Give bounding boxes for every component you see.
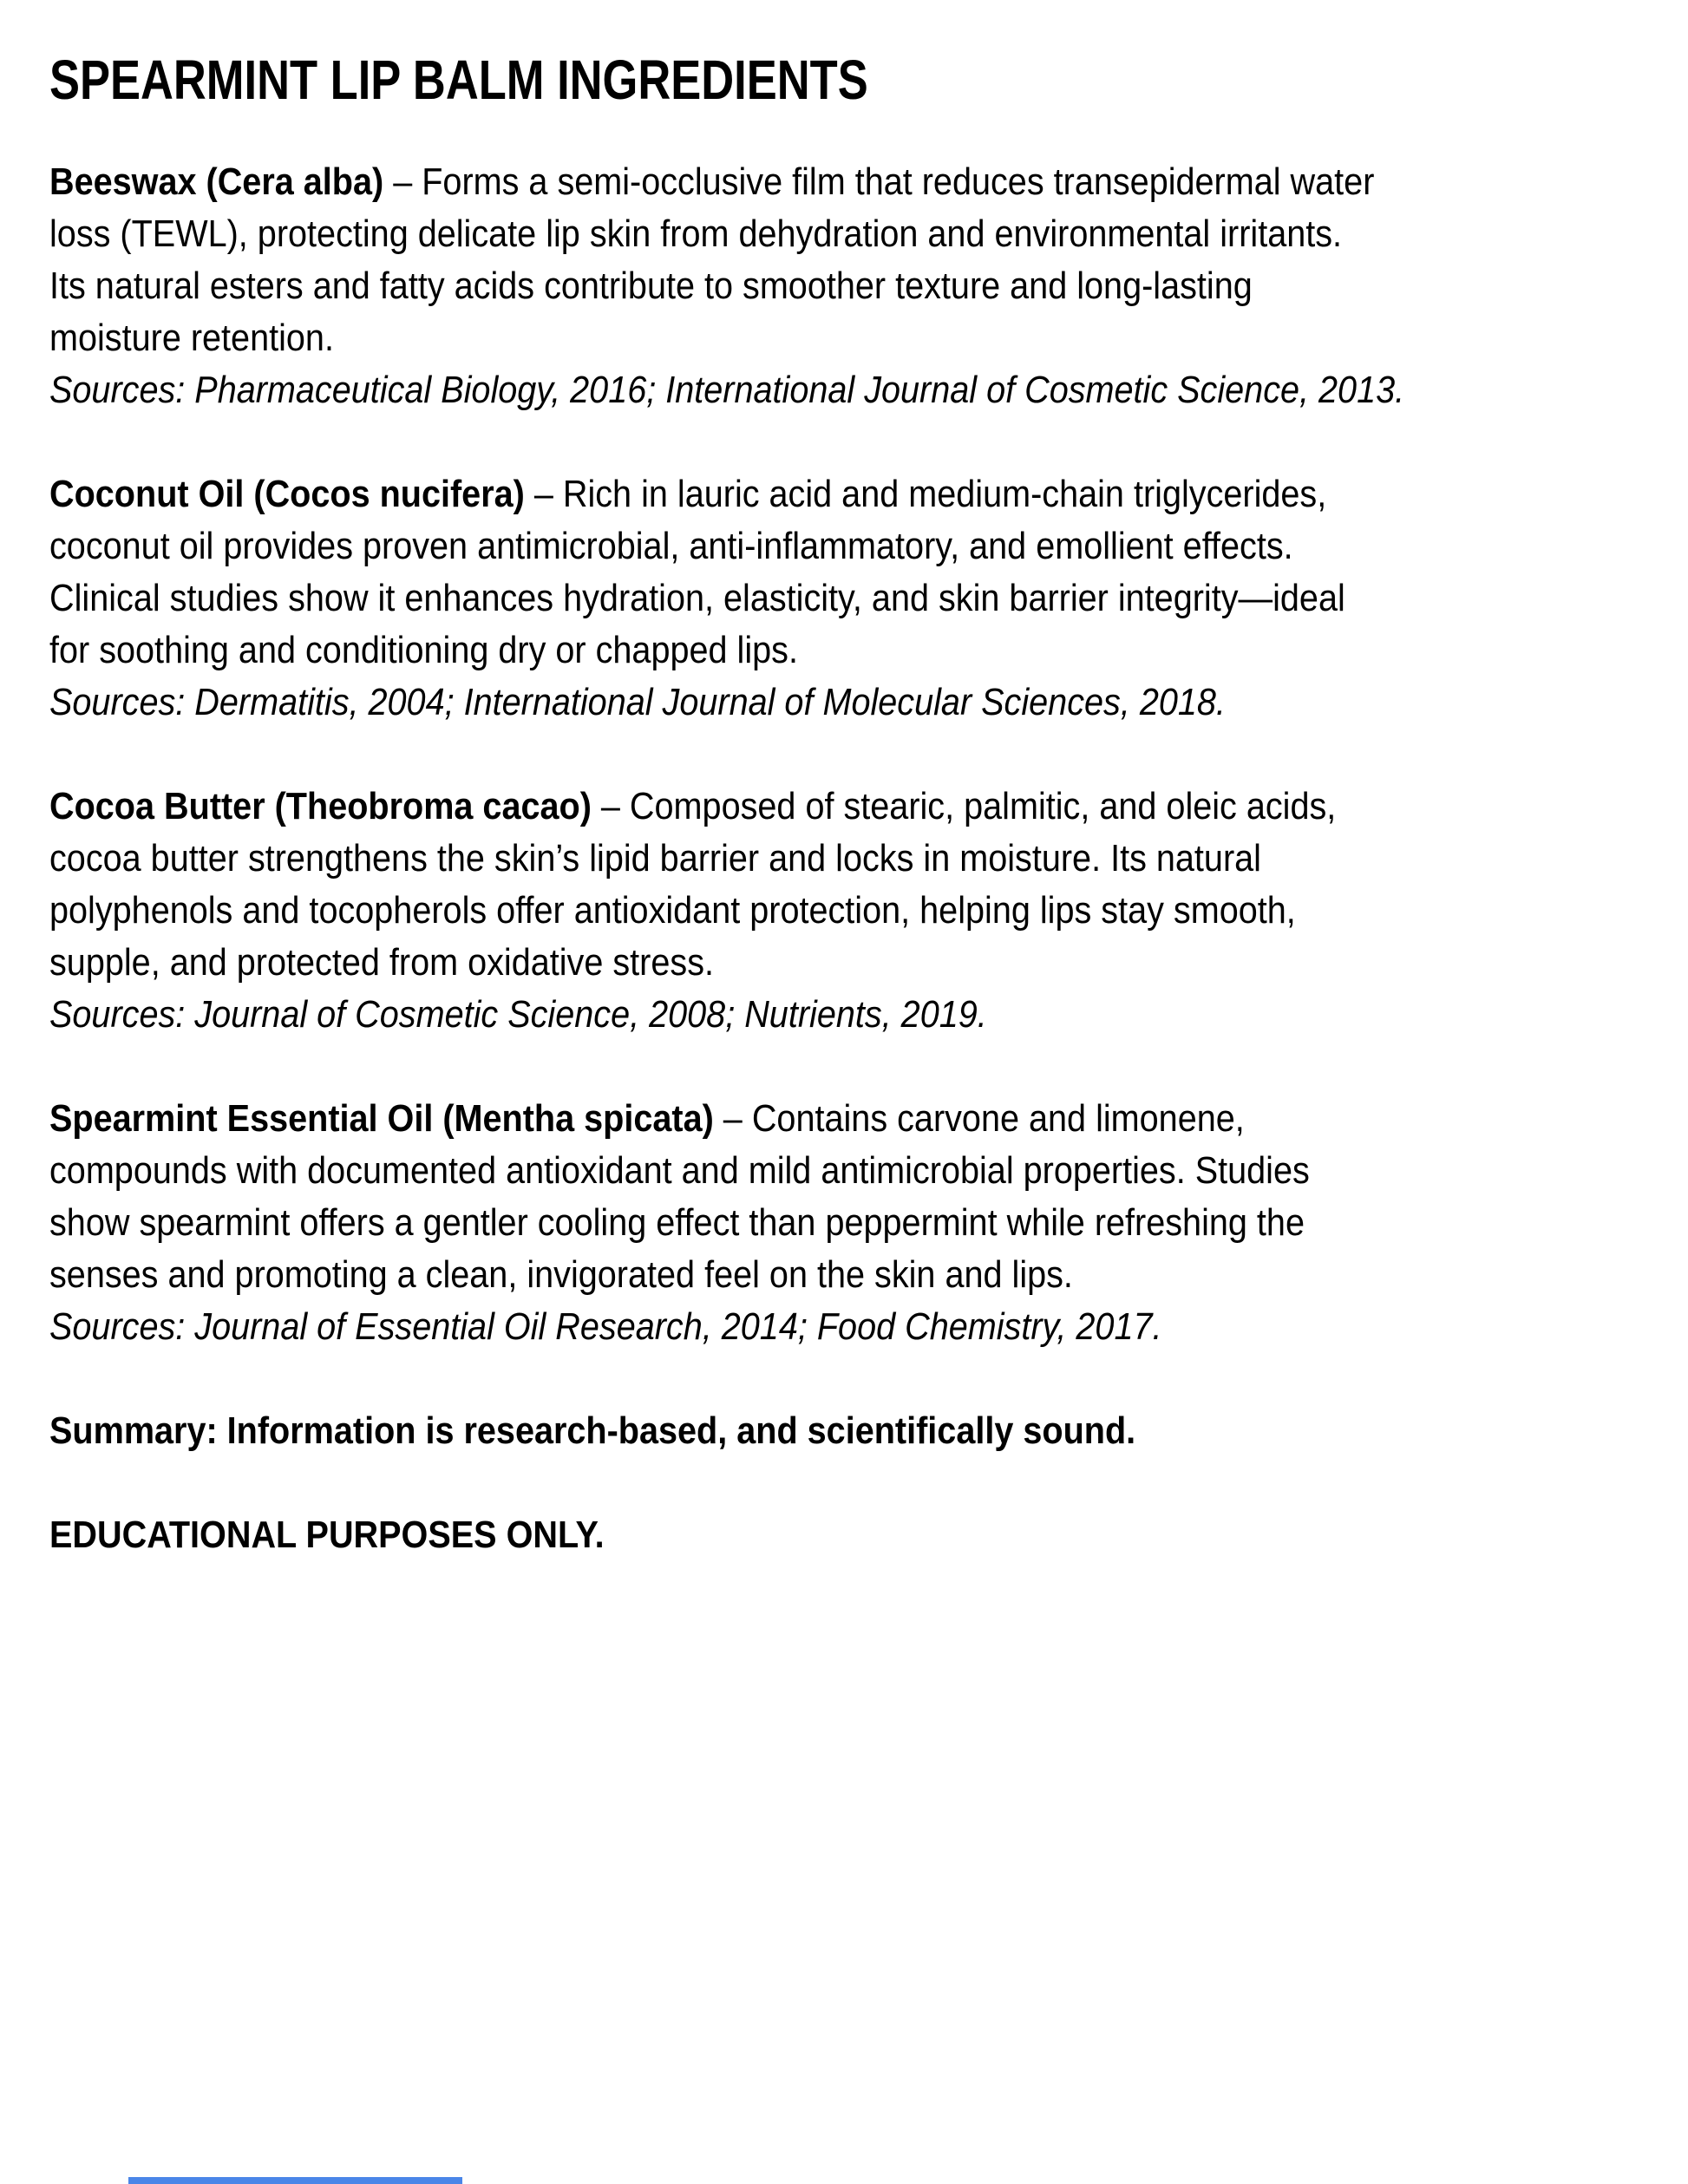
- text-line: coconut oil provides proven antimicrobial, anti-inflammatory, and emollient effects.: [49, 525, 1293, 567]
- ingredient-description: – Forms a semi-occlusive film that reduces transepidermal water: [383, 160, 1375, 203]
- text-line: [49, 156, 1493, 208]
- ingredient-description: – Composed of stearic, palmitic, and oleic acids,: [591, 785, 1337, 827]
- bottom-partial-element: [128, 2177, 462, 2184]
- summary-text: Summary: Information is research-based, and scientifically sound.: [49, 1409, 1136, 1452]
- ingredient-name: Beeswax (Cera alba): [49, 160, 384, 203]
- paragraph-beeswax: [49, 156, 1653, 416]
- paragraph-spearmint-oil: [49, 1093, 1653, 1353]
- text-line: senses and promoting a clean, invigorated feel on the skin and lips.: [49, 1253, 1073, 1296]
- paragraph-coconut-oil: [49, 468, 1653, 729]
- disclaimer-text: EDUCATIONAL PURPOSES ONLY.: [49, 1514, 605, 1556]
- text-line: cocoa butter strengthens the skin’s lipid barrier and locks in moisture. Its natural: [49, 837, 1261, 879]
- ingredient-description: – Contains carvone and limonene,: [713, 1097, 1245, 1140]
- text-line: supple, and protected from oxidative stress.: [49, 941, 714, 984]
- text-line: loss (TEWL), protecting delicate lip skin from dehydration and environmental irritants.: [49, 213, 1343, 255]
- page-title: SPEARMINT LIP BALM INGREDIENTS: [49, 49, 868, 111]
- text-line: polyphenols and tocopherols offer antioxidant protection, helping lips stay smooth,: [49, 889, 1296, 932]
- source-line: Sources: Pharmaceutical Biology, 2016; International Journal of Cosmetic Science, 2013.: [49, 369, 1405, 411]
- paragraph-cocoa-butter: [49, 781, 1653, 1041]
- ingredient-name: Cocoa Butter (Theobroma cacao): [49, 785, 592, 827]
- source-line: Sources: Journal of Essential Oil Research, 2014; Food Chemistry, 2017.: [49, 1305, 1162, 1348]
- ingredient-name: Spearmint Essential Oil (Mentha spicata): [49, 1097, 714, 1140]
- ingredient-description: – Rich in lauric acid and medium-chain triglycerides,: [524, 473, 1327, 515]
- text-line: compounds with documented antioxidant and mild antimicrobial properties. Studies: [49, 1149, 1310, 1192]
- text-line: [49, 1093, 1493, 1145]
- source-line: Sources: Journal of Cosmetic Science, 2008; Nutrients, 2019.: [49, 993, 987, 1036]
- text-line: show spearmint offers a gentler cooling effect than peppermint while refreshing the: [49, 1201, 1305, 1244]
- text-line: [49, 468, 1493, 520]
- text-line: Its natural esters and fatty acids contribute to smoother texture and long-lasting: [49, 265, 1253, 307]
- source-line: Sources: Dermatitis, 2004; International Journal of Molecular Sciences, 2018.: [49, 681, 1226, 723]
- ingredient-name: Coconut Oil (Cocos nucifera): [49, 473, 525, 515]
- text-line: for soothing and conditioning dry or chapped lips.: [49, 629, 798, 671]
- text-line: [49, 781, 1493, 833]
- text-line: Clinical studies show it enhances hydration, elasticity, and skin barrier integrity—ideal: [49, 577, 1345, 619]
- text-line: moisture retention.: [49, 317, 334, 359]
